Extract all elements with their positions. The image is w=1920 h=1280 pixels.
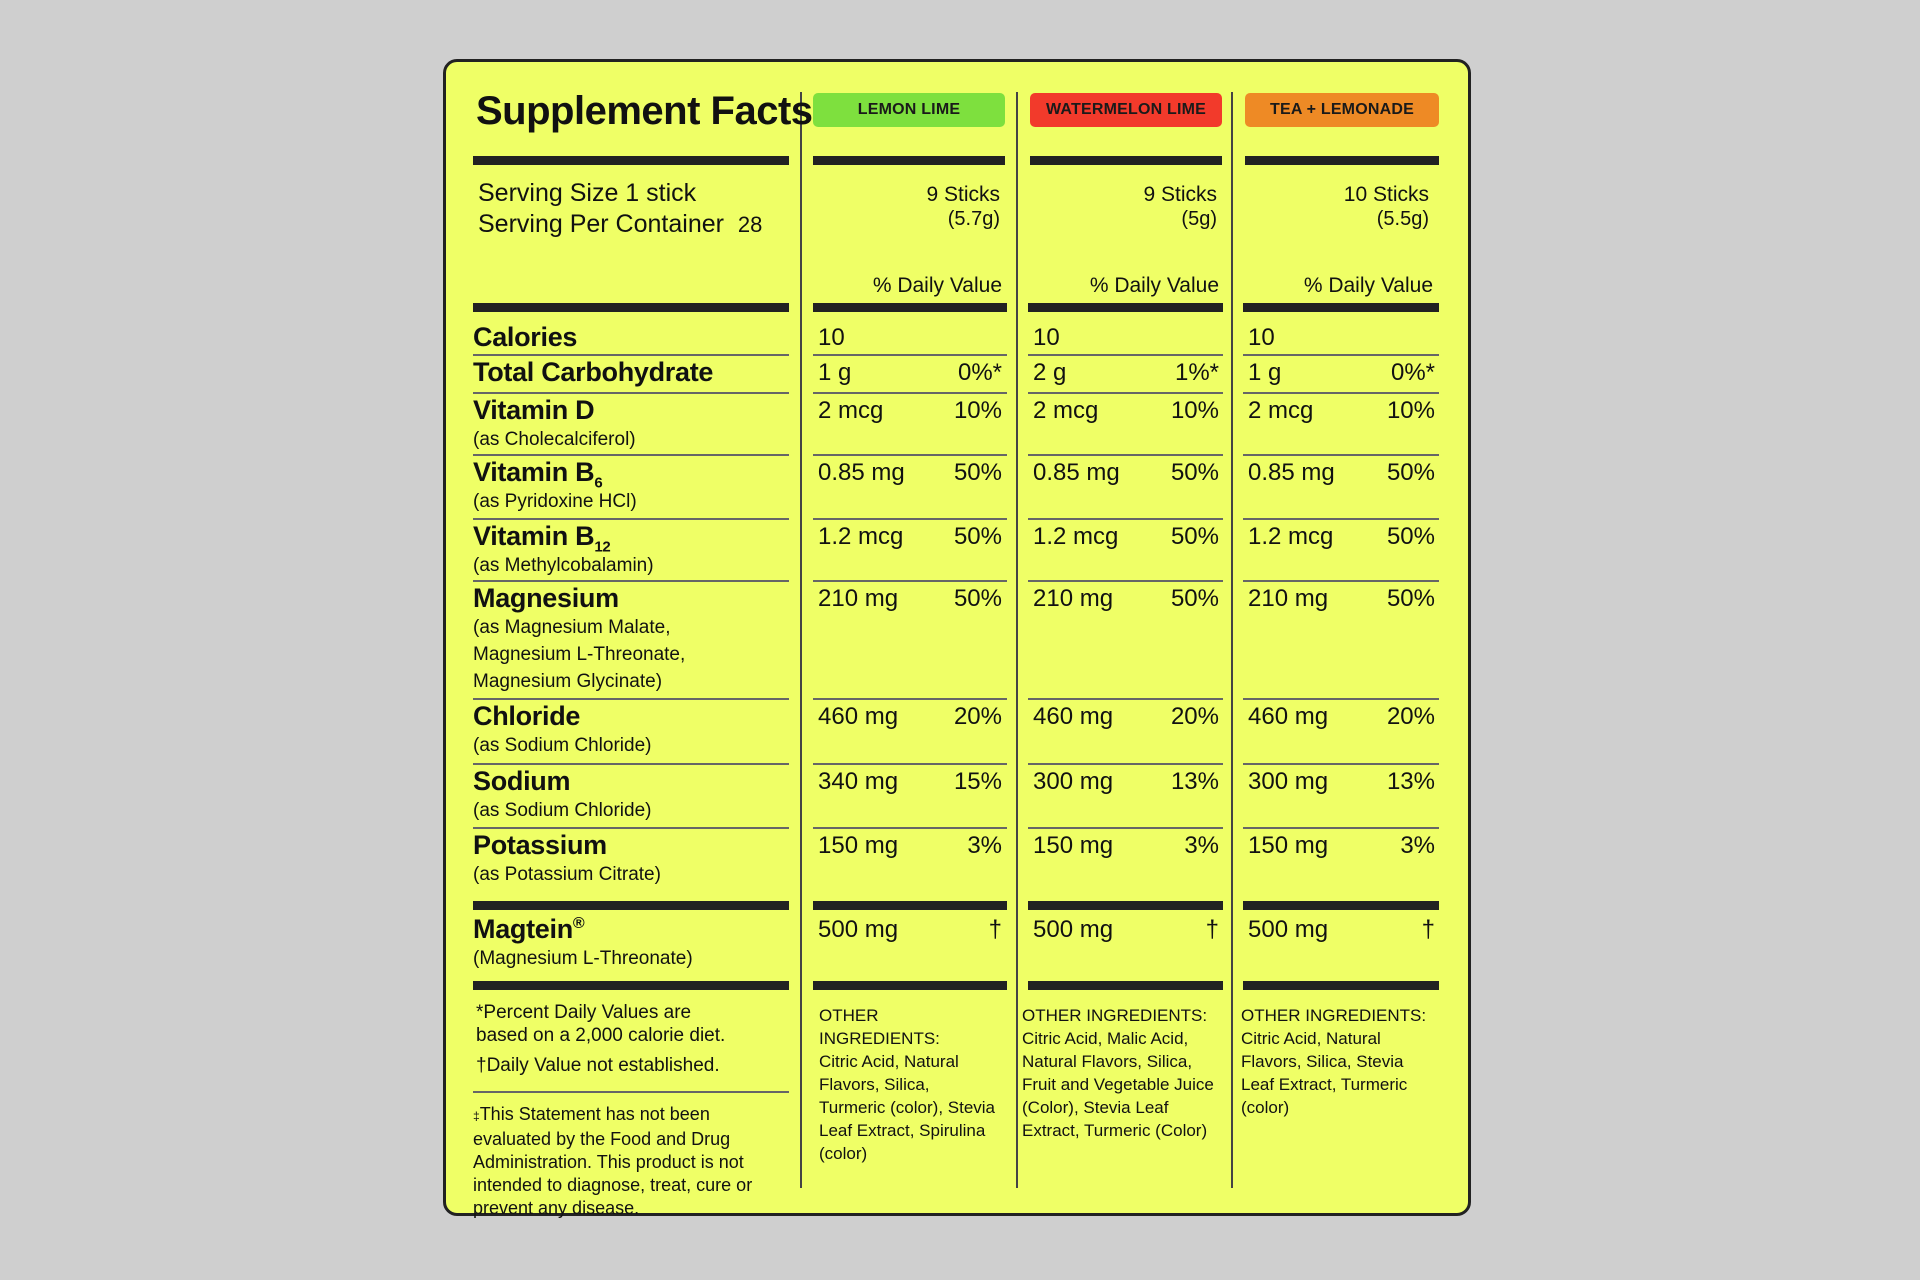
nutrient-daily-value: †	[1421, 916, 1435, 943]
nutrient-name-text: Total Carbohydrate	[473, 357, 714, 387]
nutrient-amount: 210 mg	[1248, 585, 1329, 612]
rule-thick	[1243, 981, 1439, 990]
rule-thin	[473, 354, 789, 356]
nutrient-daily-value: 20%	[1170, 703, 1219, 730]
nutrient-superscript: ®	[572, 915, 585, 932]
nutrient-amount: 0.85 mg	[1248, 459, 1335, 486]
rule-thick	[813, 156, 1005, 165]
rule-thin	[1028, 518, 1223, 520]
nutrient-amount: 1.2 mcg	[1033, 523, 1119, 550]
rule-thin	[813, 827, 1007, 829]
nutrient-source: (as Sodium Chloride)	[473, 735, 652, 756]
nutrient-daily-value: 50%	[953, 523, 1002, 550]
nutrient-amount: 2 mcg	[1033, 397, 1099, 424]
rule-thin	[1028, 580, 1223, 582]
nutrient-source: (as Cholecalciferol)	[473, 429, 636, 450]
nutrient-amount: 0.85 mg	[818, 459, 905, 486]
nutrient-daily-value: 15%	[953, 768, 1002, 795]
nutrient-daily-value: 50%	[1386, 523, 1435, 550]
nutrient-amount: 500 mg	[818, 916, 899, 943]
rule-thin	[473, 1091, 789, 1093]
nutrient-amount: 0.85 mg	[1033, 459, 1120, 486]
flavor-badge-watermelon-lime: WATERMELON LIME	[1030, 93, 1222, 127]
nutrient-name	[473, 397, 594, 424]
nutrient-daily-value: 50%	[1386, 459, 1435, 486]
daily-value-header: % Daily Value	[1089, 274, 1219, 297]
nutrient-daily-value: 13%	[1386, 768, 1435, 795]
nutrient-name	[473, 523, 610, 554]
rule-thin	[1028, 354, 1223, 356]
servings-per-container: Serving Per Container 28	[478, 210, 763, 238]
nutrient-name	[473, 585, 619, 612]
sticks-weight: (5.5g)	[1376, 208, 1429, 230]
nutrient-name-text: Calories	[473, 322, 578, 352]
nutrient-daily-value: 10%	[1386, 397, 1435, 424]
daily-value-header: % Daily Value	[1303, 274, 1433, 297]
nutrient-name-text: Magtein	[473, 914, 573, 944]
nutrient-amount: 150 mg	[1033, 832, 1114, 859]
nutrient-daily-value: 3%	[1400, 832, 1435, 859]
sticks-weight: (5g)	[1181, 208, 1217, 230]
rule-thin	[1028, 763, 1223, 765]
rule-thick	[813, 303, 1007, 312]
supplement-facts-panel	[443, 59, 1471, 1216]
rule-thin	[1243, 392, 1439, 394]
nutrient-daily-value: 20%	[1386, 703, 1435, 730]
nutrient-amount: 2 mcg	[1248, 397, 1314, 424]
rule-thick	[473, 901, 789, 910]
other-ingredients-watermelon-lime: OTHER INGREDIENTS: Citric Acid, Malic Acid, Natural Flavors, Silica, Fruit and Vegetable Juice (Color), Stevia Leaf Extract, Turmeric (Color)	[1022, 1006, 1214, 1140]
nutrient-amount: 150 mg	[818, 832, 899, 859]
other-ingredients-tea-lemonade: OTHER INGREDIENTS: Citric Acid, Natural Flavors, Silica, Stevia Leaf Extract, Turmeric (color)	[1241, 1006, 1427, 1117]
nutrient-daily-value: 50%	[953, 459, 1002, 486]
sticks-count: 10 Sticks	[1343, 183, 1429, 206]
nutrient-name-text: Magnesium	[473, 583, 619, 613]
nutrient-name	[473, 459, 602, 490]
nutrient-amount: 2 g	[1033, 359, 1067, 386]
rule-thin	[813, 454, 1007, 456]
rule-thick	[473, 303, 789, 312]
nutrient-name-text: Vitamin D	[473, 395, 595, 425]
daily-value-header: % Daily Value	[872, 274, 1002, 297]
nutrient-name-text: Vitamin B	[473, 521, 595, 551]
rule-thin	[473, 454, 789, 456]
nutrient-daily-value: 1%*	[1174, 359, 1219, 386]
other-ingredients-lemon-lime: OTHER INGREDIENTS: Citric Acid, Natural Flavors, Silica, Turmeric (color), Stevia Leaf Extract, Spirulina (color)	[819, 1006, 996, 1163]
rule-thin	[1028, 454, 1223, 456]
rule-thin	[1243, 354, 1439, 356]
panel-title: Supplement Facts	[476, 89, 813, 133]
nutrient-name-text: Vitamin B	[473, 457, 595, 487]
rule-thin	[813, 354, 1007, 356]
nutrient-name-text: Chloride	[473, 701, 581, 731]
nutrient-name	[473, 916, 584, 943]
rule-thick	[1245, 156, 1439, 165]
nutrient-daily-value: 3%	[1184, 832, 1219, 859]
nutrient-name-text: Sodium	[473, 766, 571, 796]
column-divider	[1231, 92, 1233, 1188]
nutrient-amount: 300 mg	[1033, 768, 1114, 795]
nutrient-daily-value: †	[1205, 916, 1219, 943]
rule-thin	[1243, 698, 1439, 700]
rule-thin	[1028, 698, 1223, 700]
nutrient-subscript: 12	[594, 538, 611, 556]
nutrient-daily-value: 50%	[1170, 585, 1219, 612]
nutrient-amount: 460 mg	[1248, 703, 1329, 730]
rule-thin	[473, 763, 789, 765]
nutrient-daily-value: 10%	[1170, 397, 1219, 424]
nutrient-daily-value: 50%	[1170, 459, 1219, 486]
rule-thin	[1028, 827, 1223, 829]
fda-statement: ‡This Statement has not been evaluated by the Food and Drug Administration. This product is not intended to diagnose, treat, cure or prevent any disease.	[473, 1104, 753, 1218]
rule-thick	[813, 901, 1007, 910]
nutrient-name	[473, 703, 580, 730]
nutrient-name	[473, 324, 577, 351]
rule-thin	[473, 827, 789, 829]
dagger-footnote: †Daily Value not established.	[476, 1055, 720, 1076]
nutrient-amount: 10	[818, 324, 845, 351]
nutrient-name	[473, 359, 713, 386]
rule-thin	[473, 518, 789, 520]
nutrient-amount: 10	[1248, 324, 1275, 351]
nutrient-source: (Magnesium L-Threonate)	[473, 948, 693, 969]
sticks-count: 9 Sticks	[1143, 183, 1217, 206]
rule-thick	[473, 981, 789, 990]
nutrient-name	[473, 832, 607, 859]
nutrient-name-text: Potassium	[473, 830, 607, 860]
nutrient-daily-value: 50%	[1386, 585, 1435, 612]
rule-thin	[1243, 454, 1439, 456]
nutrient-daily-value: 13%	[1170, 768, 1219, 795]
nutrient-subscript: 6	[594, 474, 603, 492]
sticks-count: 9 Sticks	[926, 183, 1000, 206]
sticks-weight: (5.7g)	[947, 208, 1000, 230]
column-divider	[1016, 92, 1018, 1188]
rule-thick	[1030, 156, 1222, 165]
rule-thin	[1028, 392, 1223, 394]
column-divider	[800, 92, 802, 1188]
rule-thick	[1028, 981, 1223, 990]
nutrient-amount: 210 mg	[1033, 585, 1114, 612]
serving-size: Serving Size 1 stick	[478, 179, 697, 207]
rule-thin	[1243, 518, 1439, 520]
rule-thin	[813, 518, 1007, 520]
rule-thin	[473, 580, 789, 582]
rule-thin	[1243, 763, 1439, 765]
nutrient-amount: 150 mg	[1248, 832, 1329, 859]
rule-thin	[1243, 827, 1439, 829]
nutrient-name	[473, 768, 570, 795]
rule-thick	[813, 981, 1007, 990]
nutrient-amount: 1.2 mcg	[1248, 523, 1334, 550]
nutrient-amount: 460 mg	[818, 703, 899, 730]
nutrient-amount: 500 mg	[1033, 916, 1114, 943]
nutrient-daily-value: 50%	[953, 585, 1002, 612]
rule-thin	[813, 392, 1007, 394]
rule-thin	[473, 392, 789, 394]
nutrient-daily-value: 0%*	[957, 359, 1002, 386]
nutrient-amount: 460 mg	[1033, 703, 1114, 730]
rule-thin	[1243, 580, 1439, 582]
nutrient-amount: 340 mg	[818, 768, 899, 795]
nutrient-daily-value: 0%*	[1390, 359, 1435, 386]
nutrient-amount: 2 mcg	[818, 397, 884, 424]
nutrient-daily-value: 50%	[1170, 523, 1219, 550]
rule-thin	[813, 580, 1007, 582]
nutrient-amount: 300 mg	[1248, 768, 1329, 795]
rule-thick	[1243, 901, 1439, 910]
flavor-badge-tea-lemonade: TEA + LEMONADE	[1245, 93, 1439, 127]
nutrient-amount: 1 g	[818, 359, 852, 386]
nutrient-daily-value: †	[988, 916, 1002, 943]
percent-daily-footnote: *Percent Daily Values are based on a 2,000 calorie diet.	[476, 1002, 726, 1046]
nutrient-amount: 210 mg	[818, 585, 899, 612]
rule-thin	[813, 698, 1007, 700]
nutrient-source: (as Sodium Chloride)	[473, 800, 652, 821]
rule-thick	[1028, 901, 1223, 910]
rule-thin	[813, 763, 1007, 765]
rule-thick	[1028, 303, 1223, 312]
nutrient-amount: 1 g	[1248, 359, 1282, 386]
nutrient-daily-value: 20%	[953, 703, 1002, 730]
rule-thin	[473, 698, 789, 700]
nutrient-amount: 500 mg	[1248, 916, 1329, 943]
nutrient-daily-value: 10%	[953, 397, 1002, 424]
nutrient-amount: 1.2 mcg	[818, 523, 904, 550]
nutrient-source: (as Pyridoxine HCl)	[473, 491, 637, 512]
nutrient-daily-value: 3%	[967, 832, 1002, 859]
nutrient-source: (as Magnesium Malate, Magnesium L-Threonate, Magnesium Glycinate)	[473, 617, 686, 692]
nutrient-source: (as Methylcobalamin)	[473, 555, 654, 576]
nutrient-source: (as Potassium Citrate)	[473, 864, 661, 885]
rule-thick	[473, 156, 789, 165]
rule-thick	[1243, 303, 1439, 312]
nutrient-amount: 10	[1033, 324, 1060, 351]
flavor-badge-lemon-lime: LEMON LIME	[813, 93, 1005, 127]
